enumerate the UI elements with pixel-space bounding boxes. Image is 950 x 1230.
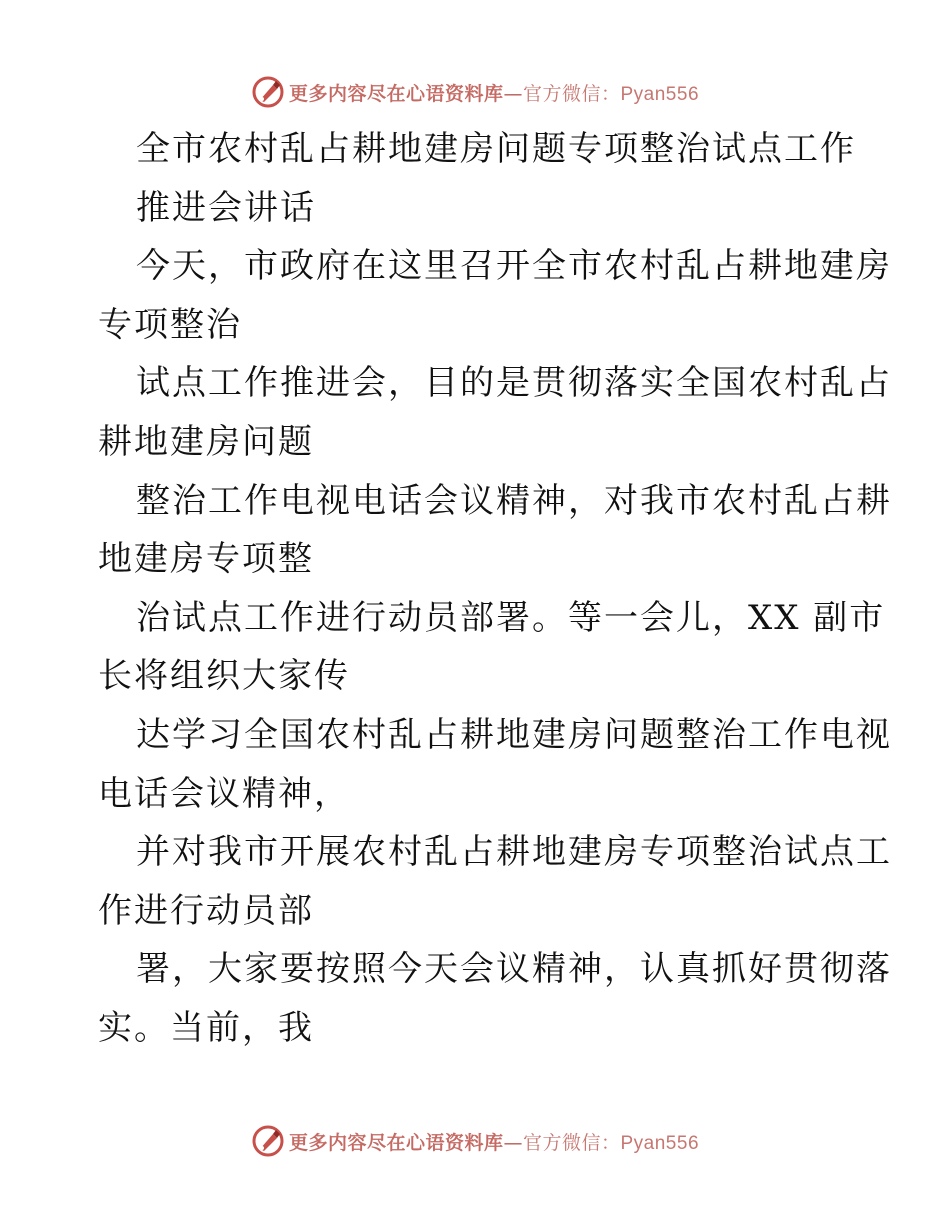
- paragraph-line: 今天，市政府在这里召开全市农村乱占耕地建房: [136, 246, 892, 287]
- paragraph-line: 地建房专项整: [98, 539, 314, 580]
- paragraph-line: 实。当前，我: [98, 1007, 314, 1048]
- paragraph-line: 长将组织大家传: [98, 656, 350, 697]
- paragraph-line: 治试点工作进行动员部署。等一会儿，XX 副市: [136, 597, 886, 638]
- pen-logo-icon: [251, 1124, 285, 1158]
- paragraph-line: 整治工作电视电话会议精神，对我市农村乱占耕: [136, 480, 892, 521]
- paragraph-line: 作进行动员部: [98, 890, 314, 931]
- watermark-text: [289, 1128, 699, 1155]
- watermark-brand: 更多内容尽在心语资料库: [288, 82, 504, 105]
- paragraph-line: 电话会议精神，: [98, 773, 350, 814]
- paragraph-line: 并对我市开展农村乱占耕地建房专项整治试点工: [136, 832, 892, 873]
- paragraph-line: 耕地建房问题: [98, 421, 314, 462]
- watermark-text: [289, 79, 699, 106]
- paragraph-line: 达学习全国农村乱占耕地建房问题整治工作电视: [136, 714, 892, 755]
- header-watermark: [0, 72, 950, 112]
- footer-watermark: [0, 1121, 950, 1161]
- pen-logo-icon: [251, 75, 285, 109]
- watermark-separator: —: [503, 1131, 523, 1154]
- watermark-brand: 更多内容尽在心语资料库: [288, 1131, 504, 1154]
- document-body: [98, 120, 892, 1058]
- paragraph-line: 署，大家要按照今天会议精神，认真抓好贯彻落: [136, 949, 892, 990]
- watermark-contact: 官方微信：Pyan556: [523, 1132, 700, 1154]
- paragraph-line: 试点工作推进会，目的是贯彻落实全国农村乱占: [136, 363, 892, 404]
- watermark-contact: 官方微信：Pyan556: [523, 83, 700, 105]
- title-line-1: 全市农村乱占耕地建房问题专项整治试点工作: [136, 129, 856, 169]
- watermark-separator: —: [503, 82, 523, 105]
- title-line-2: 推进会讲话: [136, 187, 316, 228]
- paragraph-line: 专项整治: [98, 304, 242, 345]
